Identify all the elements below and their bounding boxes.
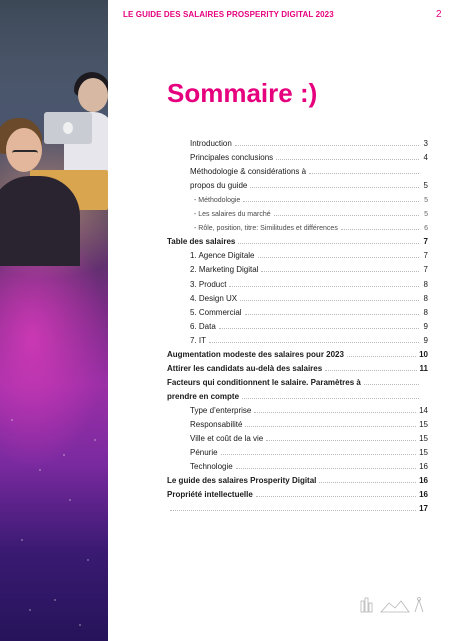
toc-entry[interactable] xyxy=(167,457,428,471)
toc-entry[interactable] xyxy=(167,429,428,443)
toc-entry-label: propos du guide xyxy=(190,181,248,191)
toc-entry-label: 3. Product xyxy=(190,279,227,289)
toc-entry-label: Pénurie xyxy=(190,448,218,458)
toc-entry[interactable] xyxy=(167,176,428,190)
toc-entry-page: 5 xyxy=(424,211,428,219)
toc-leader-dots xyxy=(245,313,419,315)
toc-leader-dots xyxy=(238,242,419,244)
toc-entry-page: 7 xyxy=(423,251,428,261)
toc-entry-page: 15 xyxy=(419,434,428,444)
toc-leader-dots xyxy=(266,439,416,441)
page-number: 2 xyxy=(436,9,442,20)
toc-entry-page: 9 xyxy=(423,321,428,331)
toc-leader-dots xyxy=(221,453,417,455)
toc-entry-label: 6. Data xyxy=(190,321,216,331)
toc-entry[interactable] xyxy=(167,401,428,415)
toc-entry[interactable] xyxy=(167,485,428,499)
toc-entry[interactable] xyxy=(167,134,428,148)
toc-heading: Sommaire :) xyxy=(167,78,318,108)
toc-entry-label: 2. Marketing Digital xyxy=(190,265,259,275)
city-skyline-logo-icon xyxy=(359,595,427,613)
toc-leader-dots xyxy=(325,369,416,371)
toc-leader-dots xyxy=(245,425,416,427)
toc-entry[interactable] xyxy=(167,415,428,429)
toc-entry-page: 16 xyxy=(419,476,428,486)
toc-leader-dots xyxy=(274,214,419,216)
toc-entry-label: 1. Agence Digitale xyxy=(190,251,255,261)
toc-entry-label: Responsabilité xyxy=(190,419,243,429)
toc-entry-page: 17 xyxy=(419,504,428,514)
toc-entry-label: Attirer les candidats au-delà des salaires xyxy=(167,363,323,373)
toc-entry[interactable] xyxy=(167,148,428,162)
laptop-icon xyxy=(44,112,92,144)
toc-entry-label: 5. Commercial xyxy=(190,307,242,317)
header-title: LE GUIDE DES SALAIRES PROSPERITY DIGITAL 2023 xyxy=(123,10,334,19)
toc-entry-page: 8 xyxy=(423,293,428,303)
toc-entry-page: 7 xyxy=(423,265,428,275)
toc-leader-dots xyxy=(364,383,419,385)
toc-entry-label: - Rôle, position, titre: Similitudes et différences xyxy=(194,225,338,233)
toc-entry-page: 14 xyxy=(419,405,428,415)
toc-leader-dots xyxy=(235,144,419,146)
toc-entry-label: - Méthodologie xyxy=(194,197,241,205)
toc-entry[interactable] xyxy=(167,443,428,457)
side-photo-banner xyxy=(0,0,108,641)
toc-entry-label: 4. Design UX xyxy=(190,293,238,303)
toc-entry-label: Table des salaires xyxy=(167,237,236,247)
toc-entry[interactable] xyxy=(167,499,428,513)
toc-entry[interactable] xyxy=(167,274,428,288)
table-of-contents xyxy=(167,134,428,513)
toc-entry-label: Le guide des salaires Prosperity Digital xyxy=(167,476,317,486)
toc-entry[interactable] xyxy=(167,289,428,303)
toc-entry-page: 11 xyxy=(419,363,428,373)
toc-entry-page: 15 xyxy=(419,419,428,429)
toc-leader-dots xyxy=(236,467,416,469)
toc-entry-label: Technologie xyxy=(190,462,233,472)
toc-entry-label: 7. IT xyxy=(190,335,207,345)
toc-leader-dots xyxy=(341,228,419,230)
toc-entry[interactable] xyxy=(167,317,428,331)
toc-leader-dots xyxy=(261,270,419,272)
toc-entry-page: 5 xyxy=(423,181,428,191)
toc-leader-dots xyxy=(209,341,419,343)
toc-leader-dots xyxy=(347,355,416,357)
toc-entry-page: 9 xyxy=(423,335,428,345)
toc-entry[interactable] xyxy=(167,204,428,218)
toc-entry[interactable] xyxy=(167,162,428,176)
toc-entry-page: 8 xyxy=(423,279,428,289)
toc-entry-label: Facteurs qui conditionnent le salaire. Paramètres à xyxy=(167,377,361,387)
toc-entry-page: 10 xyxy=(419,349,428,359)
toc-entry[interactable] xyxy=(167,471,428,485)
toc-entry[interactable] xyxy=(167,218,428,232)
toc-leader-dots xyxy=(243,200,419,202)
toc-entry-label: Ville et coût de la vie xyxy=(190,434,264,444)
toc-entry[interactable] xyxy=(167,232,428,246)
toc-entry-label: Augmentation modeste des salaires pour 2023 xyxy=(167,349,344,359)
toc-entry[interactable] xyxy=(167,373,428,387)
toc-entry-label: Introduction xyxy=(190,139,232,149)
toc-leader-dots xyxy=(258,256,420,258)
toc-entry[interactable] xyxy=(167,331,428,345)
toc-entry-label: - Les salaires du marché xyxy=(194,211,271,219)
toc-entry[interactable] xyxy=(167,190,428,204)
toc-entry-page: 4 xyxy=(423,153,428,163)
toc-entry[interactable] xyxy=(167,260,428,274)
toc-entry-label: Méthodologie & considérations à xyxy=(190,167,307,177)
toc-leader-dots xyxy=(254,411,416,413)
toc-entry[interactable] xyxy=(167,303,428,317)
toc-entry-label: Principales conclusions xyxy=(190,153,274,163)
toc-entry[interactable] xyxy=(167,387,428,401)
toc-leader-dots xyxy=(276,158,419,160)
toc-leader-dots xyxy=(229,285,419,287)
toc-entry-page: 6 xyxy=(424,225,428,233)
toc-entry-page: 8 xyxy=(423,307,428,317)
toc-entry-label: Type d’enterprise xyxy=(190,405,252,415)
toc-entry-label: Propriété intellectuelle xyxy=(167,490,253,500)
toc-entry-page: 5 xyxy=(424,197,428,205)
toc-entry-page: 3 xyxy=(423,139,428,149)
toc-entry[interactable] xyxy=(167,359,428,373)
toc-entry-label: prendre en compte xyxy=(167,391,240,401)
toc-entry-page: 16 xyxy=(419,490,428,500)
toc-leader-dots xyxy=(242,397,419,399)
toc-leader-dots xyxy=(240,299,419,301)
toc-leader-dots xyxy=(319,481,416,483)
toc-leader-dots xyxy=(250,186,419,188)
toc-leader-dots xyxy=(170,509,416,511)
toc-entry-page: 7 xyxy=(423,237,428,247)
toc-entry[interactable] xyxy=(167,246,428,260)
toc-leader-dots xyxy=(219,327,419,329)
toc-entry[interactable] xyxy=(167,345,428,359)
toc-leader-dots xyxy=(256,495,416,497)
toc-entry-page: 16 xyxy=(419,462,428,472)
toc-leader-dots xyxy=(309,172,419,174)
toc-entry-page: 15 xyxy=(419,448,428,458)
